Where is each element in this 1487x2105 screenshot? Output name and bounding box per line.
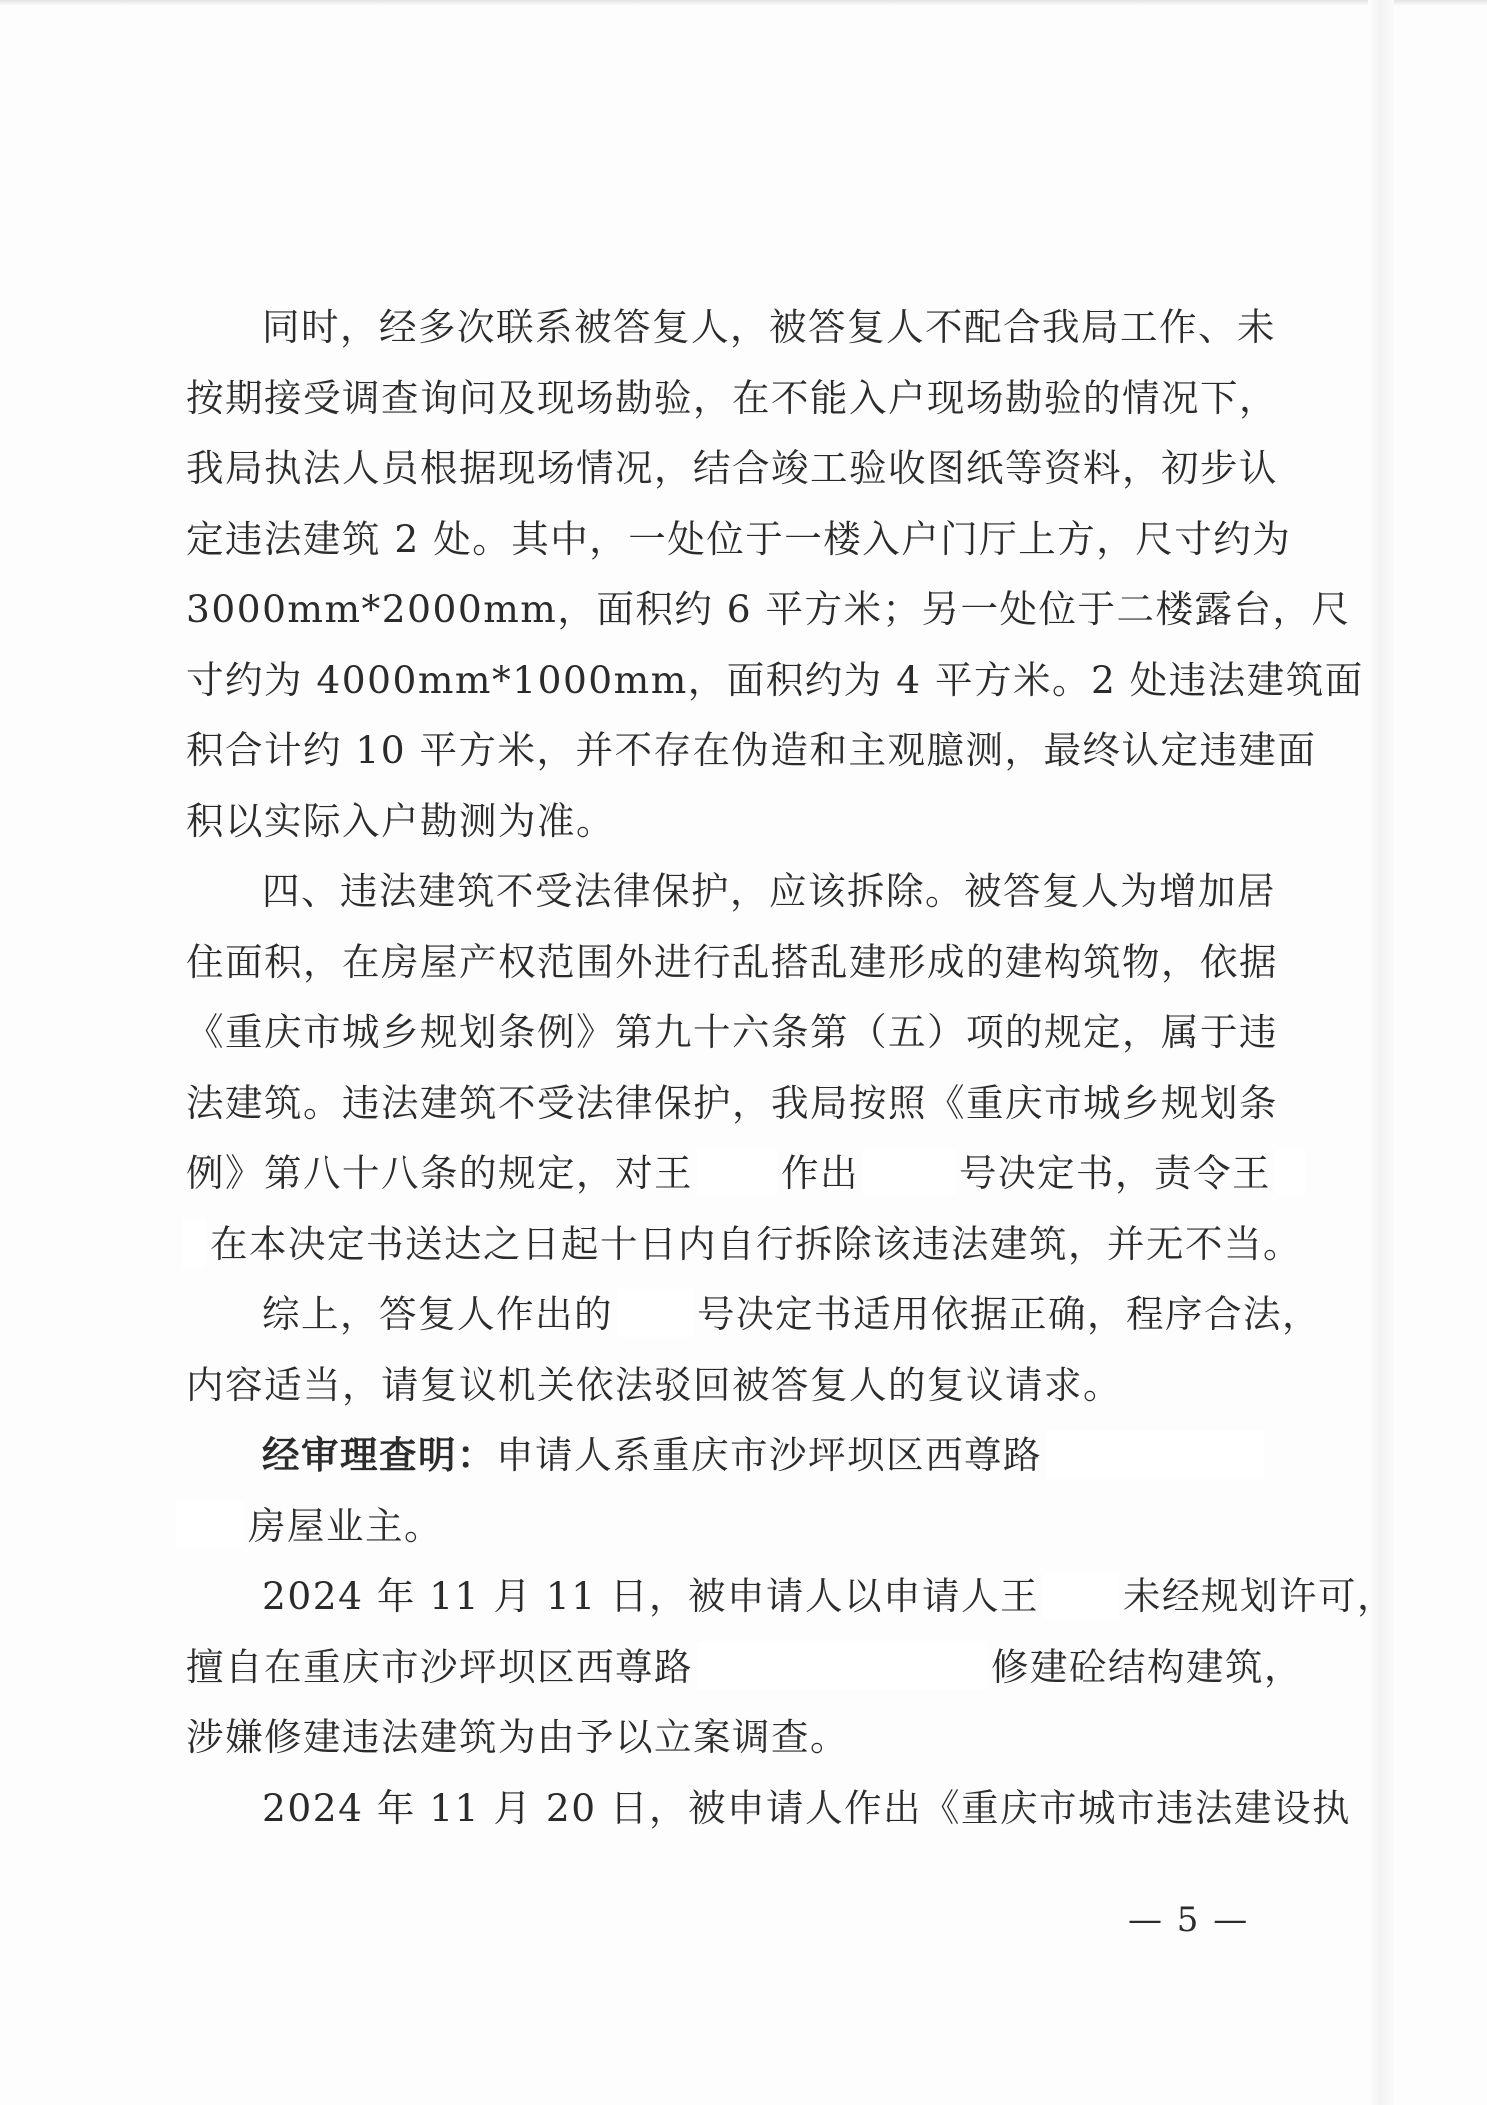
redaction-block (1275, 1148, 1305, 1196)
paragraph-1-line: 积合计约 10 平方米，并不存在伪造和主观臆测，最终认定违建面 (186, 728, 1317, 772)
text-segment: 号决定书，责令王 (959, 1151, 1271, 1195)
redaction-block (697, 1642, 987, 1690)
text-segment: 综上，答复人作出的 (262, 1292, 613, 1336)
text-segment: 作出 (781, 1151, 859, 1195)
paragraph-1-line: 我局执法人员根据现场情况，结合竣工验收图纸等资料，初步认 (186, 446, 1278, 490)
redaction-block (617, 1289, 693, 1337)
paragraph-1-line: 按期接受调查询问及现场勘验，在不能入户现场勘验的情况下， (186, 375, 1278, 420)
redaction-block (697, 1148, 777, 1196)
paragraph-4-line (186, 1491, 1292, 1562)
redaction-block (176, 1501, 244, 1549)
text-segment: 2024 年 11 月 11 日，被申请人以申请人王 (262, 1574, 1039, 1618)
text-segment: 房屋业主。 (248, 1503, 443, 1548)
paragraph-1-line: 3000mm*2000mm，面积约 6 平方米；另一处位于二楼露台，尺 (186, 587, 1351, 631)
text-segment: 修建砼结构建筑， (991, 1644, 1303, 1689)
paragraph-1-line: 积以实际入户勘测为准。 (186, 798, 615, 843)
paragraph-5-line (186, 1561, 1396, 1632)
paragraph-1-line: 定违法建筑 2 处。其中，一处位于一楼入户门厅上方，尺寸约为 (186, 516, 1292, 561)
text-segment: 例》第八十八条的规定，对王 (186, 1151, 693, 1195)
paragraph-6-line: 2024 年 11 月 20 日，被申请人作出《重庆市城市违法建设执 (262, 1785, 1351, 1830)
paragraph-2-line: 法建筑。违法建筑不受法律保护，我局按照《重庆市城乡规划条 (186, 1080, 1278, 1125)
paragraph-5-line (186, 1632, 1303, 1703)
redaction-block (182, 1219, 206, 1267)
paragraph-2-line: 《重庆市城乡规划条例》第九十六条第（五）项的规定，属于违 (186, 1010, 1278, 1054)
redaction-block (1043, 1571, 1119, 1619)
paragraph-2-line: 住面积，在房屋产权范围外进行乱搭乱建形成的建构筑物，依据 (186, 939, 1278, 984)
page-number: — 5 — (1128, 1900, 1250, 1940)
findings-heading: 经审理查明： (262, 1433, 496, 1477)
document-body (186, 292, 1396, 1843)
redaction-block (1046, 1430, 1264, 1478)
text-segment: 未经规划许可， (1122, 1574, 1396, 1618)
paragraph-2-line (186, 1209, 1302, 1280)
paragraph-1-line: 寸约为 4000mm*1000mm，面积约为 4 平方米。2 处违法建筑面 (186, 657, 1364, 702)
scan-edge (0, 0, 1487, 6)
text-segment: 申请人系重庆市沙坪坝区西尊路 (496, 1433, 1042, 1477)
paragraph-3-line: 内容适当，请复议机关依法驳回被答复人的复议请求。 (186, 1362, 1122, 1407)
text-segment: 擅自在重庆市沙坪坝区西尊路 (186, 1644, 693, 1689)
paragraph-3-line (186, 1279, 1321, 1350)
text-segment: 在本决定书送达之日起十日内自行拆除该违法建筑，并无不当。 (210, 1221, 1302, 1266)
paragraph-1-line: 同时，经多次联系被答复人，被答复人不配合我局工作、未 (262, 305, 1276, 349)
paragraph-5-line: 涉嫌修建违法建筑为由予以立案调查。 (186, 1715, 849, 1759)
paragraph-2-line: 四、违法建筑不受法律保护，应该拆除。被答复人为增加居 (262, 869, 1276, 913)
redaction-block (863, 1148, 955, 1196)
text-segment: 号决定书适用依据正确，程序合法， (697, 1292, 1321, 1336)
binding-gutter (1368, 0, 1394, 2105)
paragraph-4-line (186, 1420, 1292, 1491)
paragraph-2-line (186, 1138, 1292, 1209)
